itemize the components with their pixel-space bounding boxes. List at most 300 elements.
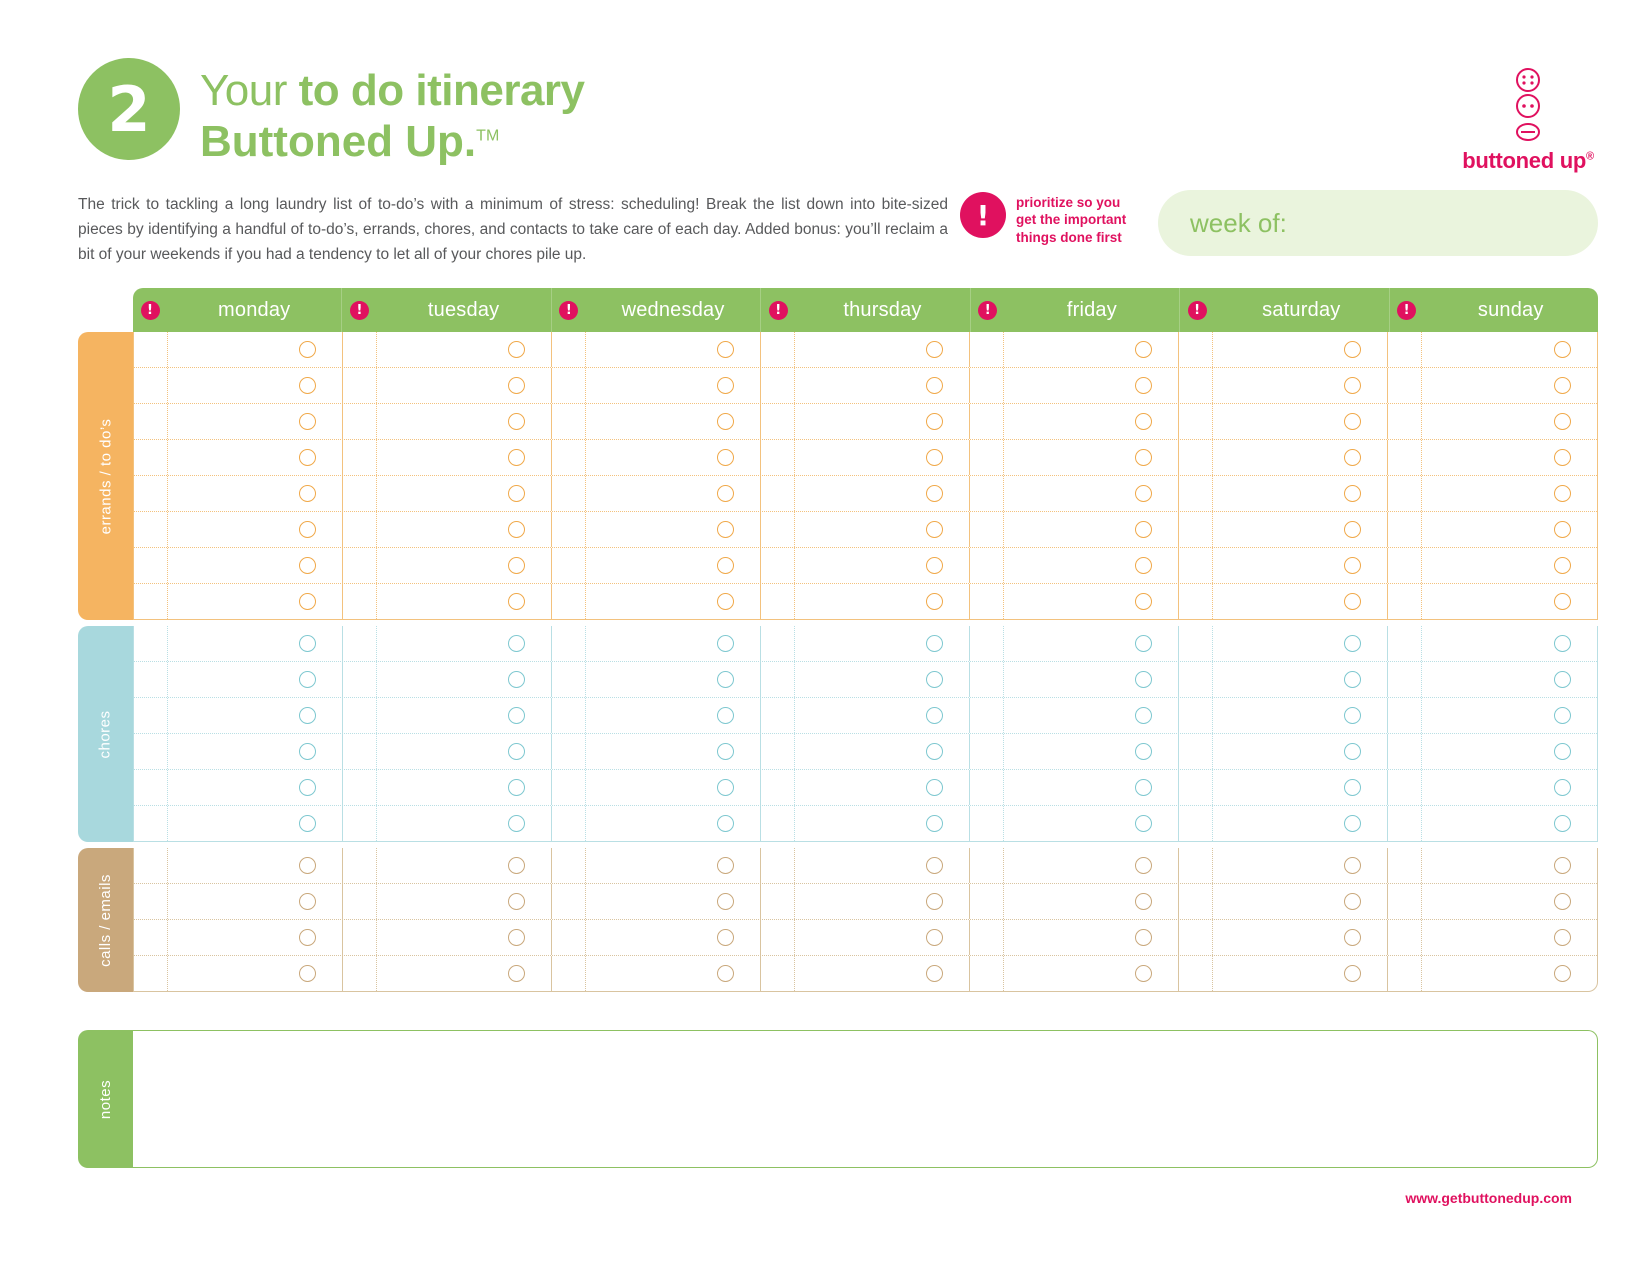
priority-checkbox[interactable]	[343, 476, 377, 511]
priority-checkbox[interactable]	[134, 698, 168, 733]
checkbox-circle-icon[interactable]	[1554, 593, 1571, 610]
task-input[interactable]	[377, 440, 552, 475]
task-input[interactable]	[1213, 332, 1388, 367]
priority-checkbox[interactable]	[761, 770, 795, 805]
priority-checkbox[interactable]	[134, 884, 168, 919]
task-input[interactable]	[377, 662, 552, 697]
task-input[interactable]	[377, 698, 552, 733]
checkbox-circle-icon[interactable]	[299, 671, 316, 688]
priority-checkbox[interactable]	[761, 332, 795, 367]
task-input[interactable]	[586, 548, 761, 583]
priority-checkbox[interactable]	[970, 956, 1004, 991]
checkbox-circle-icon[interactable]	[1554, 965, 1571, 982]
checkbox-circle-icon[interactable]	[1554, 671, 1571, 688]
task-input[interactable]	[586, 698, 761, 733]
priority-checkbox[interactable]	[343, 440, 377, 475]
week-of-field[interactable]	[1158, 190, 1598, 256]
priority-checkbox[interactable]	[343, 368, 377, 403]
task-input[interactable]	[795, 806, 970, 841]
task-input[interactable]	[1213, 626, 1388, 661]
task-input[interactable]	[1213, 956, 1388, 991]
checkbox-circle-icon[interactable]	[717, 485, 734, 502]
task-input[interactable]	[168, 884, 343, 919]
checkbox-circle-icon[interactable]	[1135, 485, 1152, 502]
checkbox-circle-icon[interactable]	[926, 485, 943, 502]
checkbox-circle-icon[interactable]	[717, 671, 734, 688]
task-input[interactable]	[377, 626, 552, 661]
checkbox-circle-icon[interactable]	[299, 893, 316, 910]
checkbox-circle-icon[interactable]	[299, 413, 316, 430]
task-input[interactable]	[1004, 884, 1179, 919]
task-input[interactable]	[1422, 512, 1597, 547]
priority-checkbox[interactable]	[761, 848, 795, 883]
priority-checkbox[interactable]	[1179, 920, 1213, 955]
priority-checkbox[interactable]	[761, 920, 795, 955]
task-input[interactable]	[1004, 332, 1179, 367]
task-input[interactable]	[168, 584, 343, 619]
priority-checkbox[interactable]	[1179, 770, 1213, 805]
priority-checkbox[interactable]	[1388, 548, 1422, 583]
checkbox-circle-icon[interactable]	[1135, 815, 1152, 832]
checkbox-circle-icon[interactable]	[926, 377, 943, 394]
checkbox-circle-icon[interactable]	[1344, 965, 1361, 982]
priority-checkbox[interactable]	[1179, 512, 1213, 547]
checkbox-circle-icon[interactable]	[1344, 449, 1361, 466]
checkbox-circle-icon[interactable]	[717, 965, 734, 982]
priority-checkbox[interactable]	[134, 848, 168, 883]
checkbox-circle-icon[interactable]	[299, 449, 316, 466]
task-input[interactable]	[586, 626, 761, 661]
priority-checkbox[interactable]	[134, 368, 168, 403]
priority-checkbox[interactable]	[552, 332, 586, 367]
checkbox-circle-icon[interactable]	[508, 707, 525, 724]
checkbox-circle-icon[interactable]	[1554, 449, 1571, 466]
checkbox-circle-icon[interactable]	[299, 521, 316, 538]
priority-checkbox[interactable]	[970, 440, 1004, 475]
priority-checkbox[interactable]	[343, 626, 377, 661]
task-input[interactable]	[1004, 404, 1179, 439]
task-input[interactable]	[795, 548, 970, 583]
checkbox-circle-icon[interactable]	[1344, 857, 1361, 874]
task-input[interactable]	[377, 512, 552, 547]
priority-checkbox[interactable]	[1179, 956, 1213, 991]
checkbox-circle-icon[interactable]	[299, 743, 316, 760]
priority-checkbox[interactable]	[552, 512, 586, 547]
task-input[interactable]	[1004, 548, 1179, 583]
task-input[interactable]	[1213, 734, 1388, 769]
priority-checkbox[interactable]	[134, 770, 168, 805]
checkbox-circle-icon[interactable]	[926, 929, 943, 946]
priority-checkbox[interactable]	[343, 548, 377, 583]
checkbox-circle-icon[interactable]	[1135, 857, 1152, 874]
checkbox-circle-icon[interactable]	[1554, 341, 1571, 358]
task-input[interactable]	[1213, 884, 1388, 919]
priority-checkbox[interactable]	[552, 956, 586, 991]
task-input[interactable]	[377, 404, 552, 439]
priority-checkbox[interactable]	[343, 662, 377, 697]
priority-checkbox[interactable]	[761, 626, 795, 661]
checkbox-circle-icon[interactable]	[926, 893, 943, 910]
priority-checkbox[interactable]	[1179, 440, 1213, 475]
priority-checkbox[interactable]	[761, 662, 795, 697]
task-input[interactable]	[377, 806, 552, 841]
priority-checkbox[interactable]	[343, 584, 377, 619]
checkbox-circle-icon[interactable]	[1344, 341, 1361, 358]
task-input[interactable]	[795, 662, 970, 697]
checkbox-circle-icon[interactable]	[1344, 485, 1361, 502]
task-input[interactable]	[795, 404, 970, 439]
priority-checkbox[interactable]	[552, 662, 586, 697]
priority-checkbox[interactable]	[1388, 920, 1422, 955]
checkbox-circle-icon[interactable]	[299, 965, 316, 982]
checkbox-circle-icon[interactable]	[1554, 929, 1571, 946]
priority-checkbox[interactable]	[1179, 884, 1213, 919]
task-input[interactable]	[586, 404, 761, 439]
priority-checkbox[interactable]	[1388, 332, 1422, 367]
task-input[interactable]	[1004, 770, 1179, 805]
priority-checkbox[interactable]	[1388, 440, 1422, 475]
checkbox-circle-icon[interactable]	[508, 377, 525, 394]
task-input[interactable]	[377, 920, 552, 955]
priority-checkbox[interactable]	[552, 698, 586, 733]
checkbox-circle-icon[interactable]	[1135, 743, 1152, 760]
checkbox-circle-icon[interactable]	[717, 743, 734, 760]
task-input[interactable]	[1213, 368, 1388, 403]
priority-checkbox[interactable]	[1388, 368, 1422, 403]
priority-checkbox[interactable]	[552, 368, 586, 403]
task-input[interactable]	[795, 698, 970, 733]
checkbox-circle-icon[interactable]	[717, 593, 734, 610]
task-input[interactable]	[1213, 584, 1388, 619]
task-input[interactable]	[1422, 662, 1597, 697]
priority-checkbox[interactable]	[970, 626, 1004, 661]
checkbox-circle-icon[interactable]	[926, 779, 943, 796]
priority-checkbox[interactable]	[1388, 662, 1422, 697]
checkbox-circle-icon[interactable]	[1554, 485, 1571, 502]
task-input[interactable]	[1004, 476, 1179, 511]
task-input[interactable]	[1422, 332, 1597, 367]
priority-checkbox[interactable]	[761, 512, 795, 547]
task-input[interactable]	[1004, 584, 1179, 619]
priority-checkbox[interactable]	[552, 734, 586, 769]
checkbox-circle-icon[interactable]	[508, 557, 525, 574]
priority-checkbox[interactable]	[1388, 476, 1422, 511]
task-input[interactable]	[586, 806, 761, 841]
checkbox-circle-icon[interactable]	[299, 929, 316, 946]
checkbox-circle-icon[interactable]	[1135, 413, 1152, 430]
priority-checkbox[interactable]	[970, 806, 1004, 841]
priority-checkbox[interactable]	[343, 734, 377, 769]
checkbox-circle-icon[interactable]	[1554, 893, 1571, 910]
priority-checkbox[interactable]	[552, 548, 586, 583]
priority-checkbox[interactable]	[343, 806, 377, 841]
task-input[interactable]	[168, 512, 343, 547]
priority-checkbox[interactable]	[343, 770, 377, 805]
checkbox-circle-icon[interactable]	[717, 413, 734, 430]
task-input[interactable]	[1422, 476, 1597, 511]
task-input[interactable]	[586, 476, 761, 511]
priority-checkbox[interactable]	[970, 698, 1004, 733]
checkbox-circle-icon[interactable]	[299, 593, 316, 610]
task-input[interactable]	[1213, 404, 1388, 439]
priority-checkbox[interactable]	[1388, 512, 1422, 547]
checkbox-circle-icon[interactable]	[926, 815, 943, 832]
task-input[interactable]	[1004, 512, 1179, 547]
checkbox-circle-icon[interactable]	[508, 929, 525, 946]
checkbox-circle-icon[interactable]	[717, 815, 734, 832]
priority-checkbox[interactable]	[761, 368, 795, 403]
priority-checkbox[interactable]	[1179, 626, 1213, 661]
task-input[interactable]	[168, 404, 343, 439]
checkbox-circle-icon[interactable]	[1135, 671, 1152, 688]
priority-checkbox[interactable]	[970, 476, 1004, 511]
priority-checkbox[interactable]	[761, 698, 795, 733]
task-input[interactable]	[377, 956, 552, 991]
checkbox-circle-icon[interactable]	[1554, 857, 1571, 874]
task-input[interactable]	[1422, 848, 1597, 883]
checkbox-circle-icon[interactable]	[1344, 377, 1361, 394]
checkbox-circle-icon[interactable]	[299, 635, 316, 652]
task-input[interactable]	[1004, 848, 1179, 883]
checkbox-circle-icon[interactable]	[1344, 593, 1361, 610]
checkbox-circle-icon[interactable]	[1344, 743, 1361, 760]
priority-checkbox[interactable]	[1179, 662, 1213, 697]
task-input[interactable]	[168, 368, 343, 403]
checkbox-circle-icon[interactable]	[299, 857, 316, 874]
task-input[interactable]	[1422, 548, 1597, 583]
priority-checkbox[interactable]	[134, 806, 168, 841]
task-input[interactable]	[168, 662, 343, 697]
priority-checkbox[interactable]	[970, 512, 1004, 547]
task-input[interactable]	[1213, 920, 1388, 955]
task-input[interactable]	[168, 476, 343, 511]
checkbox-circle-icon[interactable]	[1554, 815, 1571, 832]
priority-checkbox[interactable]	[761, 548, 795, 583]
task-input[interactable]	[795, 368, 970, 403]
checkbox-circle-icon[interactable]	[1135, 377, 1152, 394]
checkbox-circle-icon[interactable]	[717, 635, 734, 652]
priority-checkbox[interactable]	[343, 884, 377, 919]
priority-checkbox[interactable]	[1388, 698, 1422, 733]
priority-checkbox[interactable]	[1179, 548, 1213, 583]
task-input[interactable]	[1422, 734, 1597, 769]
task-input[interactable]	[586, 734, 761, 769]
task-input[interactable]	[795, 956, 970, 991]
checkbox-circle-icon[interactable]	[508, 521, 525, 538]
checkbox-circle-icon[interactable]	[1554, 743, 1571, 760]
priority-checkbox[interactable]	[1179, 806, 1213, 841]
task-input[interactable]	[586, 956, 761, 991]
task-input[interactable]	[795, 734, 970, 769]
priority-checkbox[interactable]	[1179, 368, 1213, 403]
priority-checkbox[interactable]	[970, 368, 1004, 403]
task-input[interactable]	[1213, 770, 1388, 805]
priority-checkbox[interactable]	[552, 404, 586, 439]
checkbox-circle-icon[interactable]	[1554, 779, 1571, 796]
checkbox-circle-icon[interactable]	[1135, 635, 1152, 652]
checkbox-circle-icon[interactable]	[1135, 521, 1152, 538]
checkbox-circle-icon[interactable]	[926, 521, 943, 538]
notes-input[interactable]	[133, 1030, 1598, 1168]
task-input[interactable]	[1422, 404, 1597, 439]
checkbox-circle-icon[interactable]	[717, 779, 734, 796]
task-input[interactable]	[586, 332, 761, 367]
task-input[interactable]	[586, 662, 761, 697]
task-input[interactable]	[1213, 476, 1388, 511]
priority-checkbox[interactable]	[970, 734, 1004, 769]
priority-checkbox[interactable]	[970, 848, 1004, 883]
checkbox-circle-icon[interactable]	[1344, 521, 1361, 538]
task-input[interactable]	[586, 368, 761, 403]
checkbox-circle-icon[interactable]	[1135, 449, 1152, 466]
checkbox-circle-icon[interactable]	[926, 671, 943, 688]
checkbox-circle-icon[interactable]	[1344, 779, 1361, 796]
checkbox-circle-icon[interactable]	[1554, 521, 1571, 538]
priority-checkbox[interactable]	[761, 956, 795, 991]
checkbox-circle-icon[interactable]	[508, 341, 525, 358]
task-input[interactable]	[168, 920, 343, 955]
priority-checkbox[interactable]	[552, 476, 586, 511]
task-input[interactable]	[586, 512, 761, 547]
task-input[interactable]	[795, 626, 970, 661]
priority-checkbox[interactable]	[134, 584, 168, 619]
priority-checkbox[interactable]	[134, 662, 168, 697]
priority-checkbox[interactable]	[552, 920, 586, 955]
task-input[interactable]	[377, 584, 552, 619]
checkbox-circle-icon[interactable]	[926, 557, 943, 574]
checkbox-circle-icon[interactable]	[717, 929, 734, 946]
task-input[interactable]	[586, 440, 761, 475]
priority-checkbox[interactable]	[970, 332, 1004, 367]
task-input[interactable]	[377, 884, 552, 919]
task-input[interactable]	[377, 332, 552, 367]
priority-checkbox[interactable]	[1388, 584, 1422, 619]
task-input[interactable]	[795, 584, 970, 619]
checkbox-circle-icon[interactable]	[1554, 635, 1571, 652]
priority-checkbox[interactable]	[134, 404, 168, 439]
task-input[interactable]	[1213, 512, 1388, 547]
checkbox-circle-icon[interactable]	[1554, 707, 1571, 724]
priority-checkbox[interactable]	[134, 626, 168, 661]
priority-checkbox[interactable]	[970, 884, 1004, 919]
priority-checkbox[interactable]	[761, 734, 795, 769]
task-input[interactable]	[1004, 662, 1179, 697]
checkbox-circle-icon[interactable]	[1135, 779, 1152, 796]
checkbox-circle-icon[interactable]	[926, 413, 943, 430]
checkbox-circle-icon[interactable]	[1344, 671, 1361, 688]
task-input[interactable]	[586, 920, 761, 955]
priority-checkbox[interactable]	[1179, 332, 1213, 367]
priority-checkbox[interactable]	[343, 404, 377, 439]
checkbox-circle-icon[interactable]	[508, 635, 525, 652]
priority-checkbox[interactable]	[1179, 404, 1213, 439]
priority-checkbox[interactable]	[761, 884, 795, 919]
priority-checkbox[interactable]	[761, 404, 795, 439]
checkbox-circle-icon[interactable]	[1554, 557, 1571, 574]
checkbox-circle-icon[interactable]	[1554, 413, 1571, 430]
task-input[interactable]	[1422, 806, 1597, 841]
priority-checkbox[interactable]	[1179, 584, 1213, 619]
task-input[interactable]	[168, 956, 343, 991]
task-input[interactable]	[1004, 368, 1179, 403]
priority-checkbox[interactable]	[343, 512, 377, 547]
task-input[interactable]	[1422, 698, 1597, 733]
checkbox-circle-icon[interactable]	[508, 779, 525, 796]
checkbox-circle-icon[interactable]	[926, 857, 943, 874]
priority-checkbox[interactable]	[761, 584, 795, 619]
priority-checkbox[interactable]	[134, 548, 168, 583]
checkbox-circle-icon[interactable]	[508, 815, 525, 832]
task-input[interactable]	[168, 734, 343, 769]
task-input[interactable]	[377, 734, 552, 769]
priority-checkbox[interactable]	[134, 332, 168, 367]
priority-checkbox[interactable]	[1388, 770, 1422, 805]
priority-checkbox[interactable]	[343, 698, 377, 733]
task-input[interactable]	[1004, 956, 1179, 991]
checkbox-circle-icon[interactable]	[299, 707, 316, 724]
priority-checkbox[interactable]	[343, 332, 377, 367]
task-input[interactable]	[1004, 920, 1179, 955]
task-input[interactable]	[168, 806, 343, 841]
checkbox-circle-icon[interactable]	[299, 485, 316, 502]
checkbox-circle-icon[interactable]	[1344, 893, 1361, 910]
task-input[interactable]	[795, 332, 970, 367]
priority-checkbox[interactable]	[134, 734, 168, 769]
priority-checkbox[interactable]	[134, 920, 168, 955]
task-input[interactable]	[795, 770, 970, 805]
priority-checkbox[interactable]	[970, 662, 1004, 697]
task-input[interactable]	[1004, 626, 1179, 661]
checkbox-circle-icon[interactable]	[1135, 707, 1152, 724]
checkbox-circle-icon[interactable]	[508, 893, 525, 910]
checkbox-circle-icon[interactable]	[508, 671, 525, 688]
priority-checkbox[interactable]	[552, 584, 586, 619]
checkbox-circle-icon[interactable]	[926, 341, 943, 358]
task-input[interactable]	[377, 770, 552, 805]
priority-checkbox[interactable]	[552, 884, 586, 919]
task-input[interactable]	[168, 440, 343, 475]
checkbox-circle-icon[interactable]	[717, 857, 734, 874]
checkbox-circle-icon[interactable]	[1135, 341, 1152, 358]
checkbox-circle-icon[interactable]	[508, 965, 525, 982]
priority-checkbox[interactable]	[970, 404, 1004, 439]
task-input[interactable]	[377, 368, 552, 403]
task-input[interactable]	[1213, 698, 1388, 733]
task-input[interactable]	[1004, 806, 1179, 841]
checkbox-circle-icon[interactable]	[299, 815, 316, 832]
priority-checkbox[interactable]	[343, 848, 377, 883]
priority-checkbox[interactable]	[1388, 884, 1422, 919]
checkbox-circle-icon[interactable]	[1554, 377, 1571, 394]
task-input[interactable]	[586, 848, 761, 883]
task-input[interactable]	[1213, 806, 1388, 841]
checkbox-circle-icon[interactable]	[717, 449, 734, 466]
task-input[interactable]	[586, 584, 761, 619]
task-input[interactable]	[1213, 662, 1388, 697]
task-input[interactable]	[168, 626, 343, 661]
checkbox-circle-icon[interactable]	[717, 521, 734, 538]
checkbox-circle-icon[interactable]	[1344, 707, 1361, 724]
checkbox-circle-icon[interactable]	[508, 593, 525, 610]
checkbox-circle-icon[interactable]	[508, 743, 525, 760]
task-input[interactable]	[377, 848, 552, 883]
priority-checkbox[interactable]	[1179, 848, 1213, 883]
checkbox-circle-icon[interactable]	[1135, 593, 1152, 610]
checkbox-circle-icon[interactable]	[926, 707, 943, 724]
task-input[interactable]	[1422, 440, 1597, 475]
checkbox-circle-icon[interactable]	[299, 779, 316, 796]
checkbox-circle-icon[interactable]	[1135, 557, 1152, 574]
